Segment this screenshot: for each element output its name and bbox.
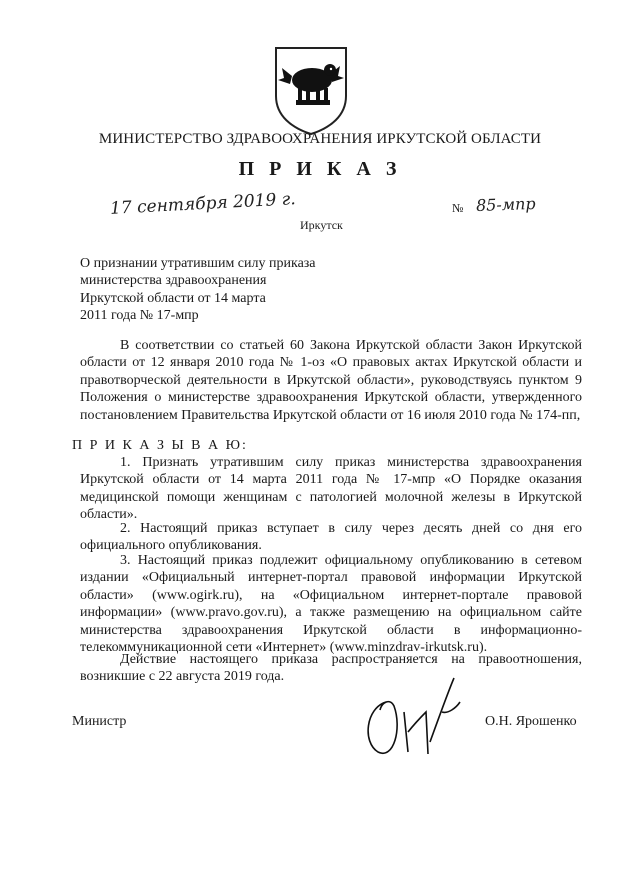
effect-paragraph: Действие настоящего приказа распространяется на правоотношения, возникшие с 22 августа 2019 года. <box>80 652 582 685</box>
order-item-2: 2. Настоящий приказ вступает в силу через десять дней со дня его официального опубликования. <box>80 521 582 554</box>
number-label: № <box>452 201 464 215</box>
subject-line: министерства здравоохранения <box>80 273 267 289</box>
subject-block <box>80 255 360 325</box>
signatory-name: О.Н. Ярошенко <box>485 714 577 729</box>
subject-line: О признании утратившим силу приказа <box>80 256 316 271</box>
city: Иркутск <box>300 218 343 232</box>
intro-paragraph: В соответствии со статьей 60 Закона Иркутской области Закон Иркутской области от 12 января 2010 года № 1-оз «О правовых актах Иркутской области и правотворческой деятельности в Иркутской области», руководствуясь пунктом 9 Положения о министерстве здравоохранения Иркутской области, утвержденного постановлением Правительства Иркутской области от 16 июля 2010 года № 174-пп, <box>80 338 582 423</box>
order-item-1: 1. Признать утратившим силу приказ министерства здравоохранения Иркутской области от 14 марта 2011 года № 17-мпр «О Порядке оказания медицинской помощи женщинам с патологией молочной железы в Иркутской области». <box>80 455 582 523</box>
coat-of-arms-icon <box>270 44 352 136</box>
handwritten-number: 85-мпр <box>475 193 536 216</box>
handwritten-signature <box>356 672 478 764</box>
signatory-position: Министр <box>72 714 127 729</box>
document-type: П Р И К А З <box>238 158 402 180</box>
subject-line: 2011 года № 17-мпр <box>80 308 199 324</box>
order-word: П Р И К А З Ы В А Ю: <box>72 438 248 453</box>
ministry-title: МИНИСТЕРСТВО ЗДРАВООХРАНЕНИЯ ИРКУТСКОЙ ОБЛАСТИ <box>98 131 542 147</box>
order-item-3: 3. Настоящий приказ подлежит официальному опубликованию в сетевом издании «Официальный интернет-портал правовой информации Иркутской области» (www.ogirk.ru), на «Официальном интернет-портале правовой информации» (www.pravo.gov.ru), а также размещению на официальном сайте министерства здравоохранения Иркутской области в информационно-телекоммуникационной сети «Интернет» (www.minzdrav-irkutsk.ru). <box>80 553 582 656</box>
handwritten-date: 17 сентября 2019 г. <box>109 189 297 219</box>
subject-line: Иркутской области от 14 марта <box>80 290 266 306</box>
